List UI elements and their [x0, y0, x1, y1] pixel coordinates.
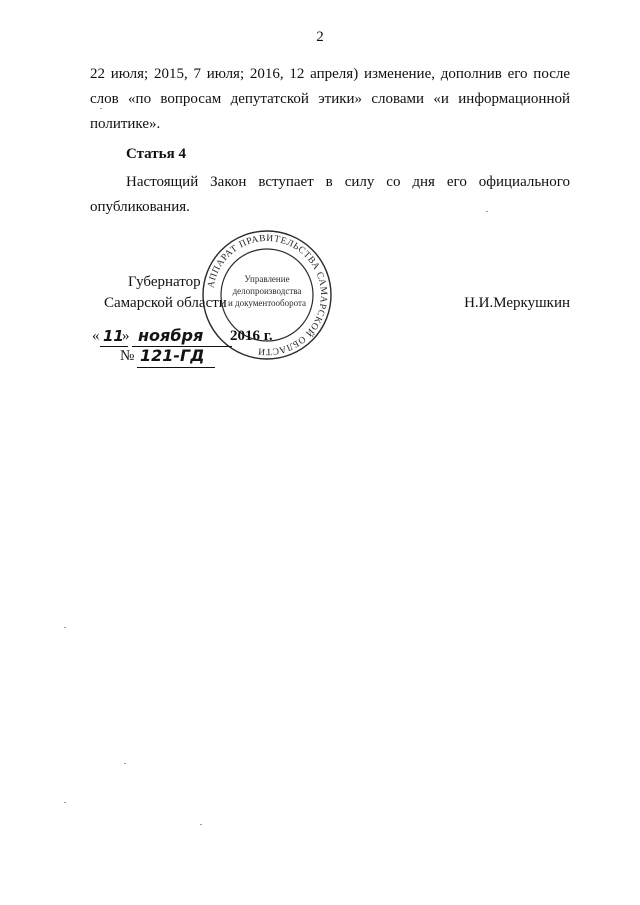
stamp-ring-text: АППАРАТ ПРАВИТЕЛЬСТВА САМАРСКОЙ ОБЛАСТИ: [206, 233, 329, 357]
paragraph-1-line-1: 22 июля; 2015, 7 июля; 2016, 12 апреля) изменение, дополнив его после: [90, 66, 570, 82]
scan-speck: [100, 108, 102, 109]
date-day-underline: [100, 346, 128, 347]
scan-speck: [486, 211, 488, 212]
signature-title-line-2: Самарской области: [104, 295, 227, 311]
paragraph-2-line-2: опубликования.: [90, 199, 190, 215]
paragraph-2: [90, 170, 570, 220]
stamp-center-line-3: и документооборота: [227, 298, 307, 308]
article-4-heading: Статья 4: [126, 146, 186, 162]
date-quote-close: »: [122, 328, 130, 344]
signature-name: Н.И.Меркушкин: [464, 295, 570, 311]
scan-speck: [64, 802, 66, 803]
date-year: 2016 г.: [230, 328, 273, 344]
date-month-handwritten: ноября: [138, 326, 204, 345]
number-line: [120, 346, 205, 365]
scan-speck: [64, 627, 66, 628]
page-number: 2: [316, 29, 324, 45]
number-value-handwritten: 121-ГД: [140, 346, 205, 365]
stamp-center-line-1: Управление: [244, 274, 290, 284]
date-quote-open: «: [92, 328, 100, 344]
number-prefix: №: [120, 348, 135, 364]
paragraph-2-line-1: Настоящий Закон вступает в силу со дня его официального: [126, 174, 570, 190]
number-underline: [137, 367, 215, 368]
scan-speck: [124, 763, 126, 764]
paragraph-1-line-3: политике».: [90, 116, 161, 132]
signature-title-line-1: Губернатор: [128, 274, 201, 290]
scan-speck: [200, 824, 202, 825]
stamp-center-line-2: делопроизводства: [232, 286, 302, 296]
paragraph-1: [90, 62, 570, 137]
date-line: [92, 328, 282, 348]
paragraph-1-line-2: слов «по вопросам депутатской этики» словами «и информационной: [90, 91, 570, 107]
date-day-handwritten: 11: [103, 327, 124, 345]
